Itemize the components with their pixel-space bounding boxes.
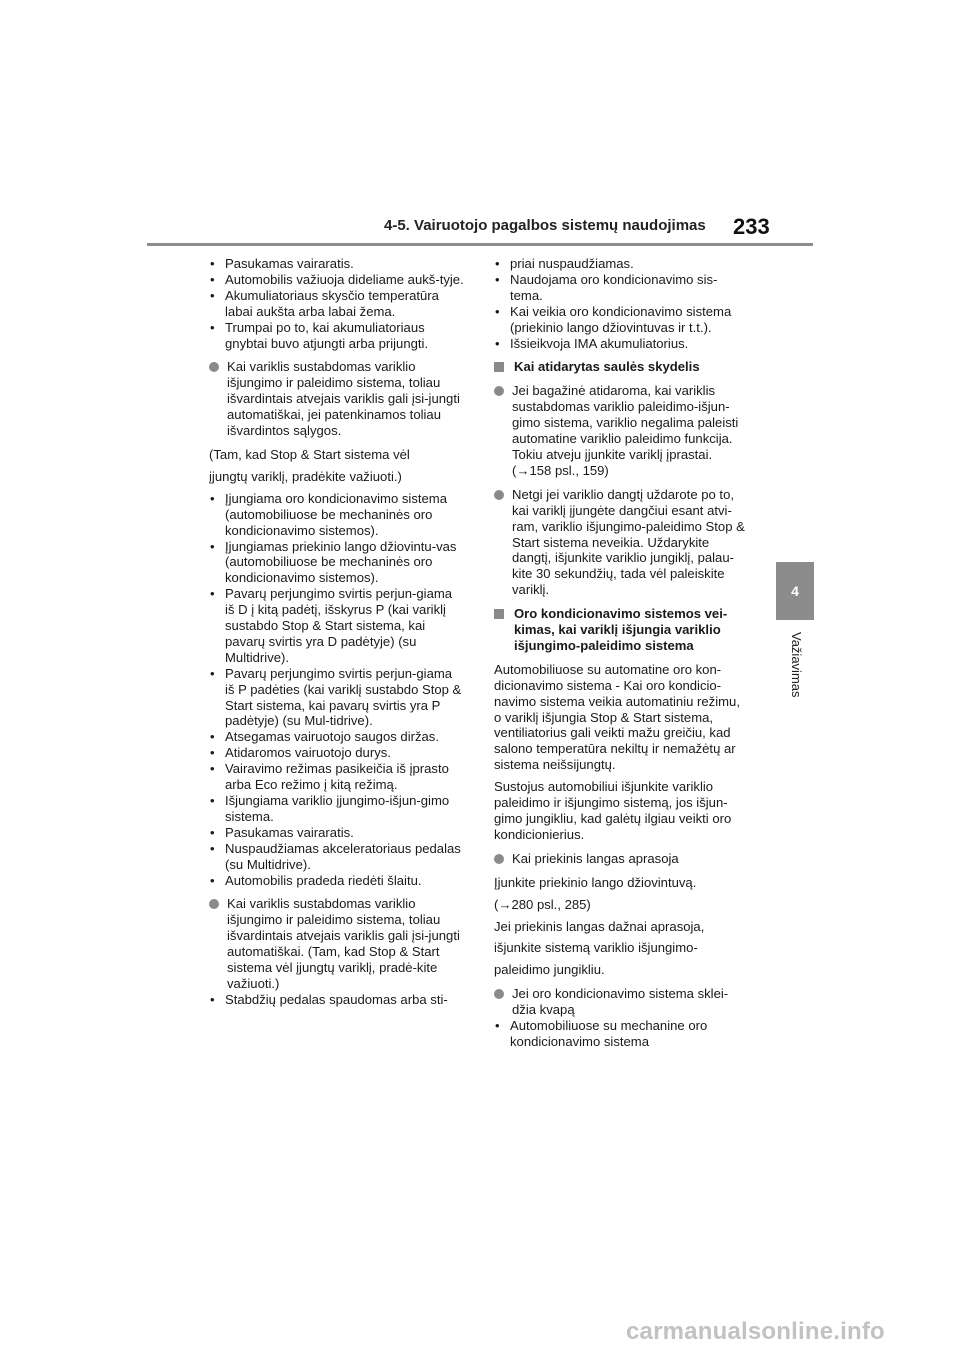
list-item: • Akumuliatoriaus skysčio temperatūra labai aukšta arba labai žema. — [209, 288, 465, 320]
list-item: • Pavarų perjungimo svirtis perjun-giama iš P padėties (kai variklį sustabdo Stop & Start sistema, kai pavarų svirtis yra P padėtyje) (su Mul-tidrive). — [209, 666, 465, 730]
paragraph: Sustojus automobiliui išjunkite variklio paleidimo ir išjungimo sistemą, jos išjun-gimo jungikliu, kad galėtų ilgiau veikti oro kondicionierius. — [494, 779, 732, 842]
left-column — [209, 256, 465, 1008]
watermark: carmanualsonline.info — [626, 1318, 885, 1345]
list-item: • Įjungiamas priekinio lango džiovintu-vas (automobiliuose be mechaninės oro kondicionavimo sistemos). — [209, 539, 465, 587]
list-item: • Automobiliuose su mechanine oro kondicionavimo sistema — [494, 1018, 750, 1050]
circle-bullet: Kai variklis sustabdomas variklio išjungimo ir paleidimo sistema, toliau išvardintais atvejais variklis gali įsi-jungti automatiškai, jei patenkinamos toliau išvardintos sąlygos. — [209, 359, 465, 439]
section-title: 4-5. Vairuotojo pagalbos sistemų naudojimas — [384, 217, 706, 234]
paragraph: Įjunkite priekinio lango džiovintuvą. — [494, 874, 697, 890]
list-item: • Atsegamas vairuotojo saugos diržas. — [209, 729, 465, 745]
continued-text: priai nuspaudžiamas. — [510, 256, 634, 271]
list-item: • Nuspaudžiamas akceleratoriaus pedalas (su Multidrive). — [209, 841, 465, 873]
list-item: • Pasukamas vairaratis. — [209, 256, 465, 272]
list-item: • Vairavimo režimas pasikeičia iš įprasto arba Eco režimo į kitą režimą. — [209, 761, 465, 793]
list-a — [494, 272, 750, 352]
list-item: • Atidaromos vairuotojo durys. — [209, 745, 465, 761]
paragraph: įjungtų variklį, pradėkite važiuoti.) — [209, 468, 402, 484]
circle-bullet: Jei oro kondicionavimo sistema sklei-džia kvapą — [494, 986, 750, 1018]
list-item: • Automobilis pradeda riedėti šlaitu. — [209, 873, 465, 889]
paragraph: Automobiliuose su automatine oro kon-dicionavimo sistema - Kai oro kondicio-navimo sistema veikia automatiniu režimu, o variklį išjungia Stop & Start sistema, ventiliatorius gali veikti mažu greičiu, kad salono temperatūra nekiltų ir nemažėtų ar sistema neišsijungtų. — [494, 661, 740, 773]
paragraph: (→280 psl., 285) — [494, 896, 591, 912]
circle-bullet: Netgi jei variklio dangtį uždarote po to, kai variklį įjungėte dangčiui esant atvi-ram, variklio išjungimo-paleidimo Stop & Start sistema neveikia. Uždarykite dangtį, išjunkite variklio jungiklį, palau-kite 30 sekundžių, tada vėl paleiskite variklį. — [494, 487, 750, 598]
circle-bullet: Kai variklis sustabdomas variklio išjungimo ir paleidimo sistema, toliau išvardintais atvejais variklis gali įsi-jungti automatiškai. (Tam, kad Stop & Start sistema vėl įjungtų variklį, pradė-kite važiuoti.) — [209, 896, 465, 991]
list-item: • Įjungiama oro kondicionavimo sistema (automobiliuose be mechaninės oro kondicionavimo sistemos). — [209, 491, 465, 539]
page-number: 233 — [733, 214, 770, 239]
paragraph: (Tam, kad Stop & Start sistema vėl — [209, 446, 410, 462]
circle-bullet: Jei bagažinė atidaroma, kai variklis sustabdomas variklio paleidimo-išjun-gimo sistema, variklio negalima paleisti automatine variklio paleidimo funkcija. Tokiu atveju įjunkite variklį įprastai. (→158 psl., 159) — [494, 383, 750, 478]
list-item: • Kai veikia oro kondicionavimo sistema (priekinio lango džiovintuvas ir t.t.). — [494, 304, 750, 336]
list-item: • Išsieikvoja IMA akumuliatorius. — [494, 336, 750, 352]
list-a — [209, 256, 465, 351]
section-heading: Kai atidarytas saulės skydelis — [494, 359, 750, 375]
list-item: • Naudojama oro kondicionavimo sis-tema. — [494, 272, 750, 304]
list-b — [209, 491, 465, 889]
section-heading: Oro kondicionavimo sistemos vei-kimas, kai variklį išjungia variklio išjungimo-paleidimo sistema — [494, 606, 750, 654]
list-item: • Pavarų perjungimo svirtis perjun-giama iš D į kitą padėtį, išskyrus P (kai variklį sustabdo Stop & Start sistema, kai pavarų svirtis yra D padėtyje) (su Multidrive). — [209, 586, 465, 666]
list-item: • Trumpai po to, kai akumuliatoriaus gnybtai buvo atjungti arba prijungti. — [209, 320, 465, 352]
paragraph: Jei priekinis langas dažnai aprasoja, — [494, 918, 705, 934]
list-item: • Automobilis važiuoja dideliame aukš-tyje. — [209, 272, 465, 288]
chapter-label: Važiavimas — [789, 632, 804, 698]
list-item: • Išjungiama variklio įjungimo-išjun-gimo sistema. — [209, 793, 465, 825]
right-column — [494, 256, 750, 1050]
list-item: • Pasukamas vairaratis. — [209, 825, 465, 841]
paragraph: išjunkite sistemą variklio išjungimo- — [494, 940, 698, 956]
paragraph: paleidimo jungikliu. — [494, 962, 605, 978]
header-rule — [147, 243, 813, 246]
list-item: • Stabdžių pedalas spaudomas arba sti- — [209, 992, 465, 1008]
circle-bullet: Kai priekinis langas aprasoja — [494, 851, 750, 867]
list-item-continued — [494, 256, 750, 272]
chapter-tab: 4 — [776, 562, 814, 620]
